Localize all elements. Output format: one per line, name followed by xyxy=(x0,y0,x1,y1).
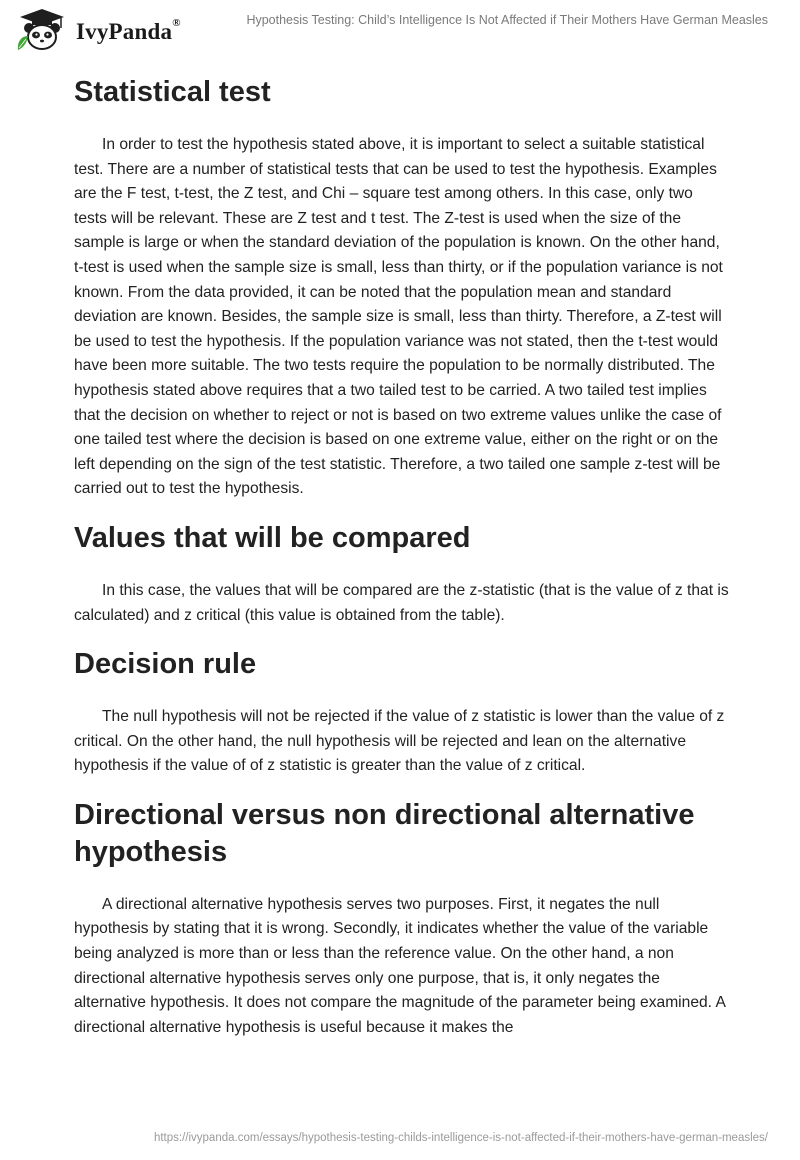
section-heading: Values that will be compared xyxy=(74,521,471,554)
section-heading: Decision rule xyxy=(74,648,257,681)
logo-text: IvyPanda® xyxy=(76,17,181,44)
section-statistical-test xyxy=(74,74,730,502)
ivypanda-logo[interactable] xyxy=(14,8,181,52)
section-paragraph: A directional alternative hypothesis serves two purposes. First, it negates the null hypothesis by stating that it is wrong. Secondly, it indicates whether the value of the variable being analyzed is more than or less than the reference value. On the other hand, a non directional alternative hypothesis serves only one purpose, that is, it only negates the alternative hypothesis. It does not compare the magnitude of the parameter being examined. A directional alternative hypothesis is useful because it makes the xyxy=(74,895,726,1036)
section-decision-rule xyxy=(74,646,730,779)
section-directional-hypothesis xyxy=(74,797,730,1041)
section-paragraph: In order to test the hypothesis stated above, it is important to select a suitable statistical test. There are a number of statistical tests that can be used to test the hypothesis. Examples are the F test, t-test, the Z test, and Chi – square test among others. In this case, only two tests will be relevant. These are Z test and t test. The Z-test is used when the size of the sample is large or when the standard deviation of the population is known. On the other hand, t-test is used when the sample size is small, less than thirty, or if the population variance is not known. From the data provided, it can be noted that the population mean and standard deviation are known. Besides, the sample size is small, less than thirty. Therefore, a Z-test will be used to test the hypothesis. If the population variance was not stated, then the t-test would have been more suitable. The two tests require the population to be normally distributed. The hypothesis stated above requires that a two tailed test to be carried. A two tailed test implies that the decision on whether to reject or not is based on two extreme values unlike the case of one tailed test where the decision is based on one extreme value, either on the right or on the left depending on the sign of the test statistic. Therefore, a two tailed one sample z-test will be carried out to test the hypothesis. xyxy=(74,136,723,498)
page-header xyxy=(0,0,800,56)
section-heading: Statistical test xyxy=(74,76,271,108)
section-values-compared xyxy=(74,520,730,628)
source-url-link[interactable]: https://ivypanda.com/essays/hypothesis-testing-childs-intelligence-is-not-affected-if-their-mothers-have-german-measles/ xyxy=(153,1132,768,1144)
section-paragraph: The null hypothesis will not be rejected if the value of z statistic is lower than the value of z critical. On the other hand, the null hypothesis will be rejected and lean on the alternative hypothesis if the value of of z statistic is greater than the value of z critical. xyxy=(74,708,725,775)
document-title: Hypothesis Testing: Child’s Intelligence Is Not Affected if Their Mothers Have German Measles xyxy=(246,13,768,27)
registered-mark: ® xyxy=(172,17,181,30)
section-heading: Directional versus non directional alternative hypothesis xyxy=(74,798,695,868)
essay-content xyxy=(74,64,730,1058)
panda-graduate-icon xyxy=(14,8,70,52)
section-paragraph: In this case, the values that will be compared are the z-statistic (that is the value of z that is calculated) and z critical (this value is obtained from the table). xyxy=(74,581,729,624)
